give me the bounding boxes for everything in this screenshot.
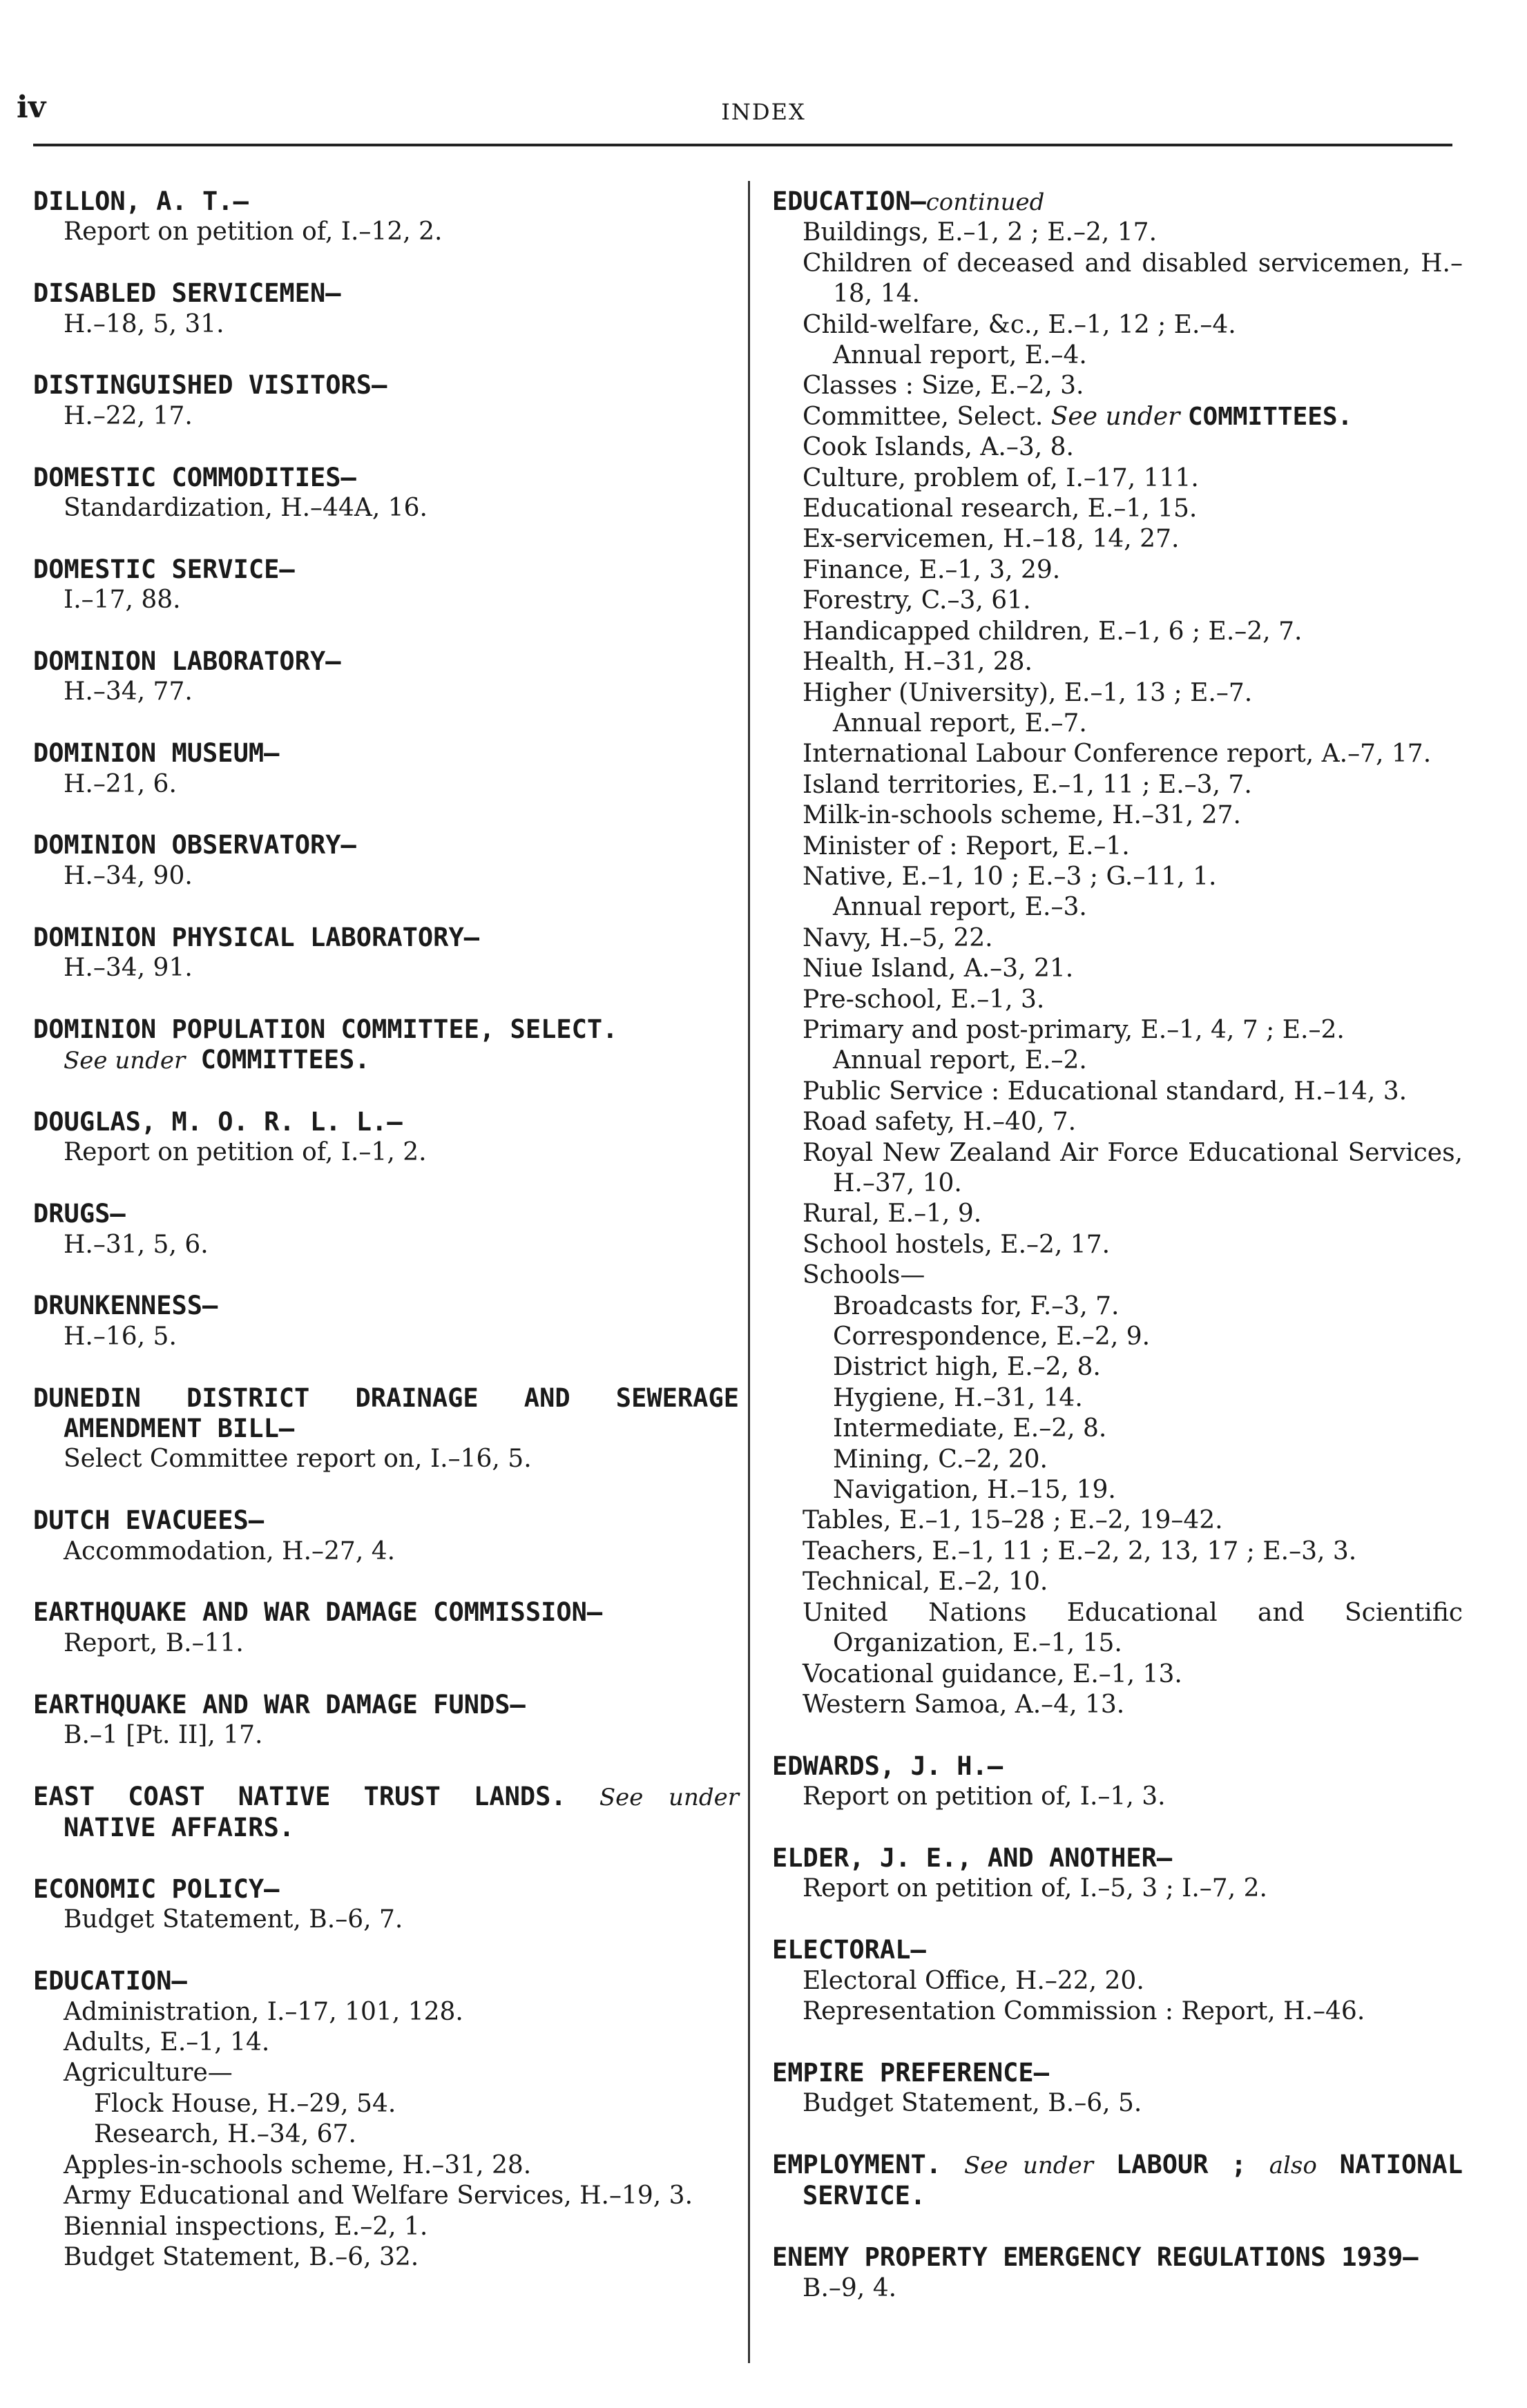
entry-line: School hostels, E.–2, 17. [803,1230,1111,1259]
entry-subline: Hygiene, H.–31, 14. [833,1383,1083,1412]
entry-heading-text: EMPLOYMENT. [772,2149,942,2179]
index-entry [33,278,739,340]
entry-line: Minister of : Report, E.–1. [803,831,1130,860]
entry-line: Agriculture— [64,2059,233,2088]
entry-line: Budget Statement, B.–6, 32. [64,2242,419,2271]
cross-reference: LABOUR ; [1115,2149,1247,2179]
entry-line: Report, B.–11. [64,1628,244,1657]
header-rule [33,144,1452,146]
entry-line: Administration, I.–17, 101, 128. [64,1997,463,2026]
left-column [33,186,739,2304]
entry-subline: Research, H.–34, 67. [94,2120,356,2149]
entry-line: Public Service : Educational standard, H.–14, 3. [803,1077,1408,1106]
index-entry [772,2058,1463,2119]
see-under: See under [964,2151,1093,2179]
entry-line: H.–31, 5, 6. [64,1230,209,1259]
entry-line: Forestry, C.–3, 61. [803,586,1031,615]
entry-line: United Nations Educational and Scientific Organization, E.–1, 15. [803,1598,1463,1658]
entry-line: Native, E.–1, 10 ; E.–3 ; G.–11, 1. [803,862,1217,891]
entry-line: Representation Commission : Report, H.–46. [803,1996,1365,2025]
index-entry [33,923,739,984]
entry-heading [772,186,1463,218]
entry-line: Island territories, E.–1, 11 ; E.–3, 7. [803,770,1252,799]
entry-subline: Annual report, E.–2. [833,1046,1087,1075]
entry-line-text: Committee, Select. [803,402,1044,431]
index-entry [33,1199,739,1260]
entry-line: Finance, E.–1, 3, 29. [803,555,1061,584]
entry-line: H.–21, 6. [64,769,177,798]
entry-line: Cook Islands, A.–3, 8. [803,433,1074,462]
entry-line: H.–34, 90. [64,861,193,890]
cross-reference: NATIONAL SERVICE. [803,2149,1463,2211]
entry-heading [33,1782,739,1844]
entry-line: Accommodation, H.–27, 4. [64,1537,396,1566]
entry-heading [772,2150,1463,2212]
entry-heading-text: EAST COAST NATIVE TRUST LANDS. [33,1781,566,1811]
column-divider [748,181,750,2363]
entry-heading-text: DOMINION POPULATION COMMITTEE, SELECT. [33,1014,618,1044]
index-entry [772,186,1463,1720]
entry-line: Niue Island, A.–3, 21. [803,954,1074,983]
entry-line: Adults, E.–1, 14. [64,2028,270,2057]
cross-reference: COMMITTEES. [1187,402,1353,431]
entry-line: B.–1 [Pt. II], 17. [64,1721,263,1750]
entry-line: Educational research, E.–1, 15. [803,494,1198,523]
entry-line: Apples-in-schools scheme, H.–31, 28. [64,2150,532,2179]
see-under: See under [599,1783,739,1811]
index-entry [33,1505,739,1567]
index-entry [772,1843,1463,1905]
entry-heading: ELDER, J. E., AND ANOTHER— [772,1842,1173,1873]
index-entry [33,1597,739,1659]
entry-line: Select Committee report on, I.–16, 5. [64,1445,532,1474]
index-entry [772,2150,1463,2212]
entry-heading: DOMINION PHYSICAL LABORATORY— [33,922,480,952]
entry-line: Teachers, E.–1, 11 ; E.–2, 2, 13, 17 ; E.–3, 3. [803,1537,1357,1566]
entry-subline: Annual report, E.–7. [833,709,1087,738]
entry-line: Technical, E.–2, 10. [803,1568,1048,1597]
entry-line: Standardization, H.–44A, 16. [64,494,428,523]
cross-reference: COMMITTEES. [200,1045,370,1075]
entry-line: H.–18, 5, 31. [64,309,224,338]
entry-subline: Mining, C.–2, 20. [833,1445,1048,1474]
entry-heading: DUNEDIN DISTRICT DRAINAGE AND SEWERAGE AMENDMENT BILL— [33,1383,739,1444]
entry-subline: Annual report, E.–3. [833,893,1087,922]
entry-line [772,402,1463,432]
entry-line: Report on petition of, I.–1, 2. [64,1138,427,1167]
entry-line: Tables, E.–1, 15–28 ; E.–2, 19–42. [803,1506,1223,1535]
index-entry [33,1014,739,1077]
entry-subline: Correspondence, E.–2, 9. [833,1322,1151,1351]
entry-line: Ex-servicemen, H.–18, 14, 27. [803,525,1180,554]
entry-line: Report on petition of, I.–12, 2. [64,218,443,247]
entry-subline: Annual report, E.–4. [833,341,1087,370]
index-entry [33,646,739,708]
continued-label: continued [925,189,1045,216]
entry-heading-text: EDUCATION— [772,186,926,216]
entry-heading: DOUGLAS, M. O. R. L. L.— [33,1107,403,1137]
entry-line: Report on petition of, I.–5, 3 ; I.–7, 2. [803,1874,1267,1903]
entry-line: Milk-in-schools scheme, H.–31, 27. [803,801,1241,830]
entry-heading: DRUGS— [33,1199,126,1229]
entry-heading: DOMESTIC COMMODITIES— [33,462,356,492]
entry-line: Health, H.–31, 28. [803,648,1033,677]
entry-line: Electoral Office, H.–22, 20. [803,1966,1144,1995]
index-entry [33,555,739,616]
index-entry [33,1966,739,2273]
entry-subline: District high, E.–2, 8. [833,1353,1101,1382]
entry-line: H.–16, 5. [64,1322,177,1351]
index-entry [33,830,739,892]
entry-line: Navy, H.–5, 22. [803,923,993,952]
entry-heading: DUTCH EVACUEES— [33,1505,265,1536]
page-number: iv [17,90,46,125]
entry-line: Western Samoa, A.–4, 13. [803,1690,1125,1719]
index-entry [33,1383,739,1475]
entry-line: Rural, E.–1, 9. [803,1200,982,1229]
entry-line: Child-welfare, &c., E.–1, 12 ; E.–4. [803,310,1236,339]
entry-line: Buildings, E.–1, 2 ; E.–2, 17. [803,218,1158,247]
entry-line: Handicapped children, E.–1, 6 ; E.–2, 7. [803,617,1303,646]
entry-line: Army Educational and Welfare Services, H.–19, 3. [64,2181,693,2210]
entry-heading: DRUNKENNESS— [33,1291,218,1321]
entry-subline: Broadcasts for, F.–3, 7. [833,1291,1120,1320]
entry-line: Higher (University), E.–1, 13 ; E.–7. [803,678,1253,707]
cross-reference: NATIVE AFFAIRS. [64,1813,295,1843]
entry-heading: DILLON, A. T.— [33,186,249,216]
index-entry [772,2242,1463,2304]
page-title: INDEX [721,99,806,125]
entry-heading: EDUCATION— [33,1966,187,1996]
entry-heading: DOMINION MUSEUM— [33,738,280,769]
index-entry [33,1874,739,1936]
entry-heading: DOMESTIC SERVICE— [33,554,295,584]
entry-line: H.–22, 17. [64,401,193,430]
entry-line: Primary and post-primary, E.–1, 4, 7 ; E.–2. [803,1015,1345,1044]
right-column [772,186,1463,2334]
entry-line: I.–17, 88. [64,586,181,615]
entry-heading: ELECTORAL— [772,1935,926,1965]
entry-line: Children of deceased and disabled servicemen, H.–18, 14. [803,249,1463,309]
entry-line: Report on petition of, I.–1, 3. [803,1782,1166,1811]
entry-line: Pre-school, E.–1, 3. [803,985,1045,1014]
entry-line: Schools— [803,1261,925,1290]
entry-line: Biennial inspections, E.–2, 1. [64,2212,428,2241]
entry-line: Budget Statement, B.–6, 5. [803,2089,1142,2118]
entry-line: Royal New Zealand Air Force Educational Services, H.–37, 10. [803,1138,1463,1197]
index-entry [33,370,739,432]
entry-subline: Flock House, H.–29, 54. [94,2089,396,2118]
index-entry [772,1751,1463,1813]
entry-heading: EARTHQUAKE AND WAR DAMAGE FUNDS— [33,1689,526,1720]
index-entry [33,1107,739,1168]
index-entry [33,1690,739,1751]
entry-heading: DOMINION LABORATORY— [33,646,341,677]
see-under: See under [1050,402,1180,431]
entry-heading: EDWARDS, J. H.— [772,1751,1003,1781]
also-label: also [1269,2151,1317,2179]
index-entry [33,186,739,248]
entry-line: Vocational guidance, E.–1, 13. [803,1659,1182,1688]
entry-heading: ENEMY PROPERTY EMERGENCY REGULATIONS 1939— [772,2242,1419,2273]
entry-heading: DISTINGUISHED VISITORS— [33,370,387,401]
entry-heading: DOMINION OBSERVATORY— [33,830,356,860]
index-entry [33,463,739,524]
entry-subline: Navigation, H.–15, 19. [833,1476,1116,1505]
entry-line: Budget Statement, B.–6, 7. [64,1905,403,1934]
entry-line: B.–9, 4. [803,2273,897,2302]
index-entry [33,738,739,800]
entry-heading: DISABLED SERVICEMEN— [33,278,341,309]
entry-line: H.–34, 77. [64,677,193,706]
see-under: See under [64,1047,186,1075]
entry-heading: ECONOMIC POLICY— [33,1874,280,1905]
entry-heading: EARTHQUAKE AND WAR DAMAGE COMMISSION— [33,1597,603,1628]
entry-line: Culture, problem of, I.–17, 111. [803,463,1199,492]
entry-heading [33,1014,739,1077]
entry-line: Classes : Size, E.–2, 3. [803,372,1084,401]
entry-line: International Labour Conference report, A.–7, 17. [803,740,1432,769]
index-entry [33,1782,739,1844]
index-entry [772,1935,1463,2027]
entry-line: Road safety, H.–40, 7. [803,1108,1077,1137]
entry-subline: Intermediate, E.–2, 8. [833,1414,1107,1443]
entry-heading: EMPIRE PREFERENCE— [772,2057,1049,2088]
index-entry [33,1291,739,1352]
entry-line: H.–34, 91. [64,954,193,983]
